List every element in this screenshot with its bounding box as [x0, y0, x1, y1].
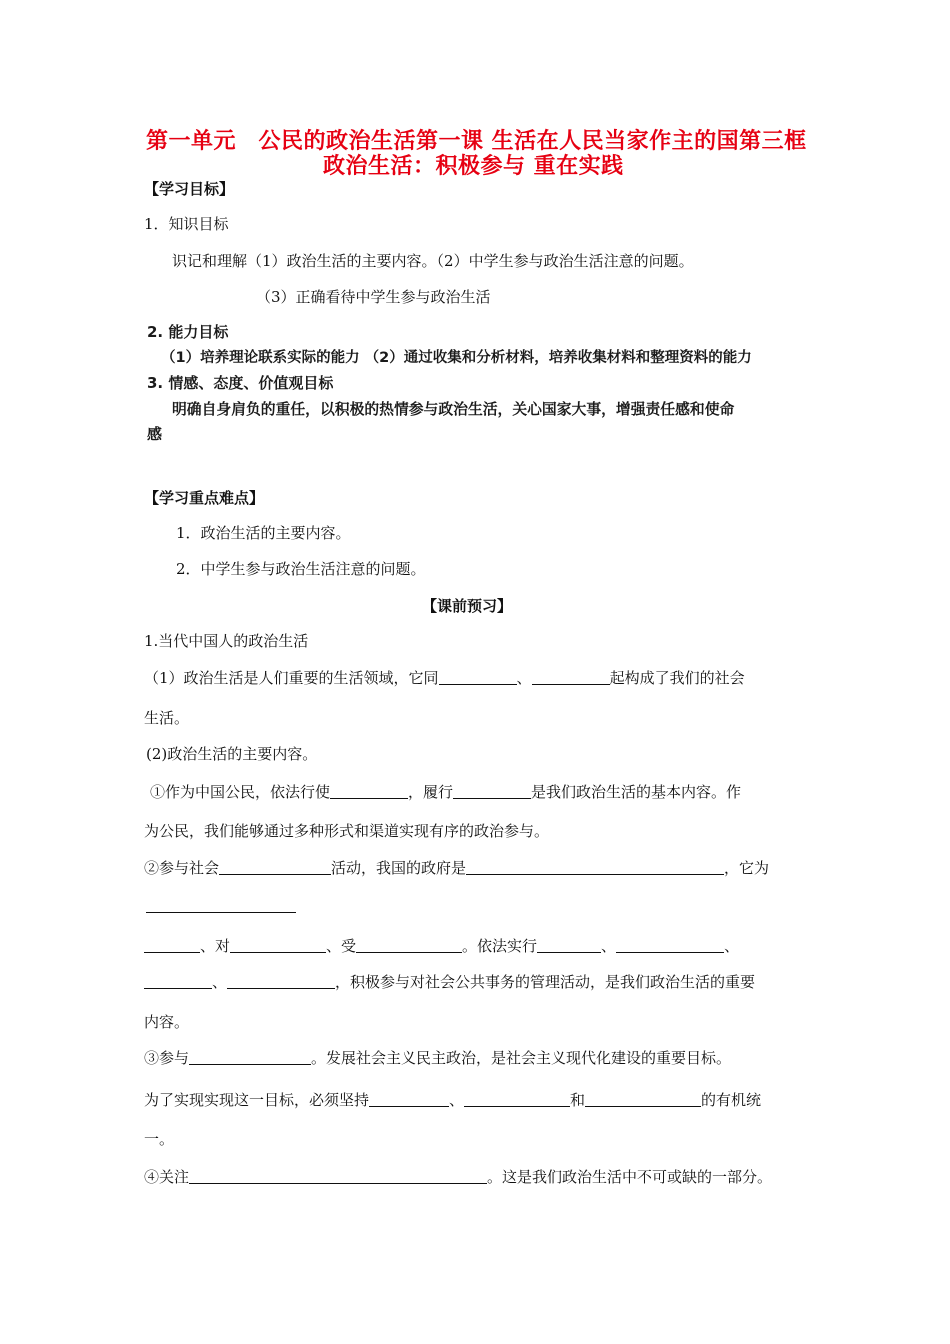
fill-blank[interactable]	[356, 937, 462, 953]
content-2: ②参与社会 活动，我国的政府是 ，它为	[144, 859, 770, 877]
content-2-end: 内容。	[144, 1013, 190, 1031]
page-title: 第一单元 公民的政治生活第一课 生活在人民当家作主的国第三框	[146, 129, 807, 154]
fill-blank[interactable]	[532, 669, 610, 685]
preview-heading: 【课前预习】	[422, 597, 513, 615]
content-3-cont: 为了实现实现这一目标，必须坚持 、 和 的有机统	[144, 1091, 762, 1109]
key-point-2: 2．中学生参与政治生活注意的问题。	[176, 560, 426, 578]
fill-blank[interactable]	[439, 669, 517, 685]
fill-blank[interactable]	[146, 897, 296, 913]
fill-blank[interactable]	[189, 1168, 487, 1184]
fill-blank[interactable]	[466, 859, 724, 875]
content-3-end: 一。	[144, 1130, 175, 1148]
knowledge-line-2: （3）正确看待中学生参与政治生活	[256, 288, 491, 306]
fill-blank[interactable]	[144, 937, 200, 953]
objectives-heading: 【学习目标】	[144, 180, 235, 198]
content-1: ①作为中国公民，依法行使 ，履行 是我们政治生活的基本内容。作	[150, 783, 742, 801]
fill-blank[interactable]	[369, 1091, 449, 1107]
fill-blank[interactable]	[227, 973, 335, 989]
content-2-line-blank	[146, 896, 296, 915]
para-2: (2)政治生活的主要内容。	[146, 745, 318, 763]
content-1-cont: 为公民，我们能够通过多种形式和渠道实现有序的政治参与。	[144, 822, 550, 840]
fill-blank[interactable]	[464, 1091, 570, 1107]
key-point-1: 1．政治生活的主要内容。	[176, 524, 351, 542]
fill-blank[interactable]	[616, 937, 724, 953]
content-2-row-3: 、 ，积极参与对社会公共事务的管理活动，是我们政治生活的重要	[144, 971, 755, 992]
fill-blank[interactable]	[219, 859, 331, 875]
fill-blank[interactable]	[230, 937, 326, 953]
fill-blank[interactable]	[330, 783, 408, 799]
page-subtitle: 政治生活：积极参与 重在实践	[323, 154, 624, 179]
content-2-row-2: 、对 、受 。依法实行 、 、	[144, 935, 739, 956]
preview-q1-title: 1.当代中国人的政治生活	[144, 632, 309, 650]
content-3: ③参与 。发展社会主义民主政治，是社会主义现代化建设的重要目标。	[144, 1049, 732, 1067]
knowledge-title: 1．知识目标	[144, 215, 229, 233]
ability-items: （1）培养理论联系实际的能力 （2）通过收集和分析材料，培养收集材料和整理资料的能力	[161, 350, 752, 366]
fill-blank[interactable]	[453, 783, 531, 799]
ability-title: 2. 能力目标	[147, 323, 229, 341]
fill-blank[interactable]	[144, 973, 212, 989]
fill-blank[interactable]	[537, 937, 601, 953]
emotion-title: 3. 情感、态度、价值观目标	[147, 374, 334, 392]
para-1-cont: 生活。	[144, 709, 190, 727]
key-points-heading: 【学习重点难点】	[144, 489, 265, 507]
knowledge-line-1: 识记和理解（1）政治生活的主要内容。（2）中学生参与政治生活注意的问题。	[172, 252, 694, 270]
content-4: ④关注 。这是我们政治生活中不可或缺的一部分。	[144, 1168, 773, 1186]
para-1: （1）政治生活是人们重要的生活领域，它同 、 起构成了我们的社会	[144, 669, 745, 687]
fill-blank[interactable]	[585, 1091, 701, 1107]
fill-blank[interactable]	[189, 1049, 311, 1065]
emotion-line-1: 明确自身肩负的重任，以积极的热情参与政治生活，关心国家大事，增强责任感和使命	[172, 401, 735, 418]
emotion-line-2: 感	[147, 425, 163, 443]
